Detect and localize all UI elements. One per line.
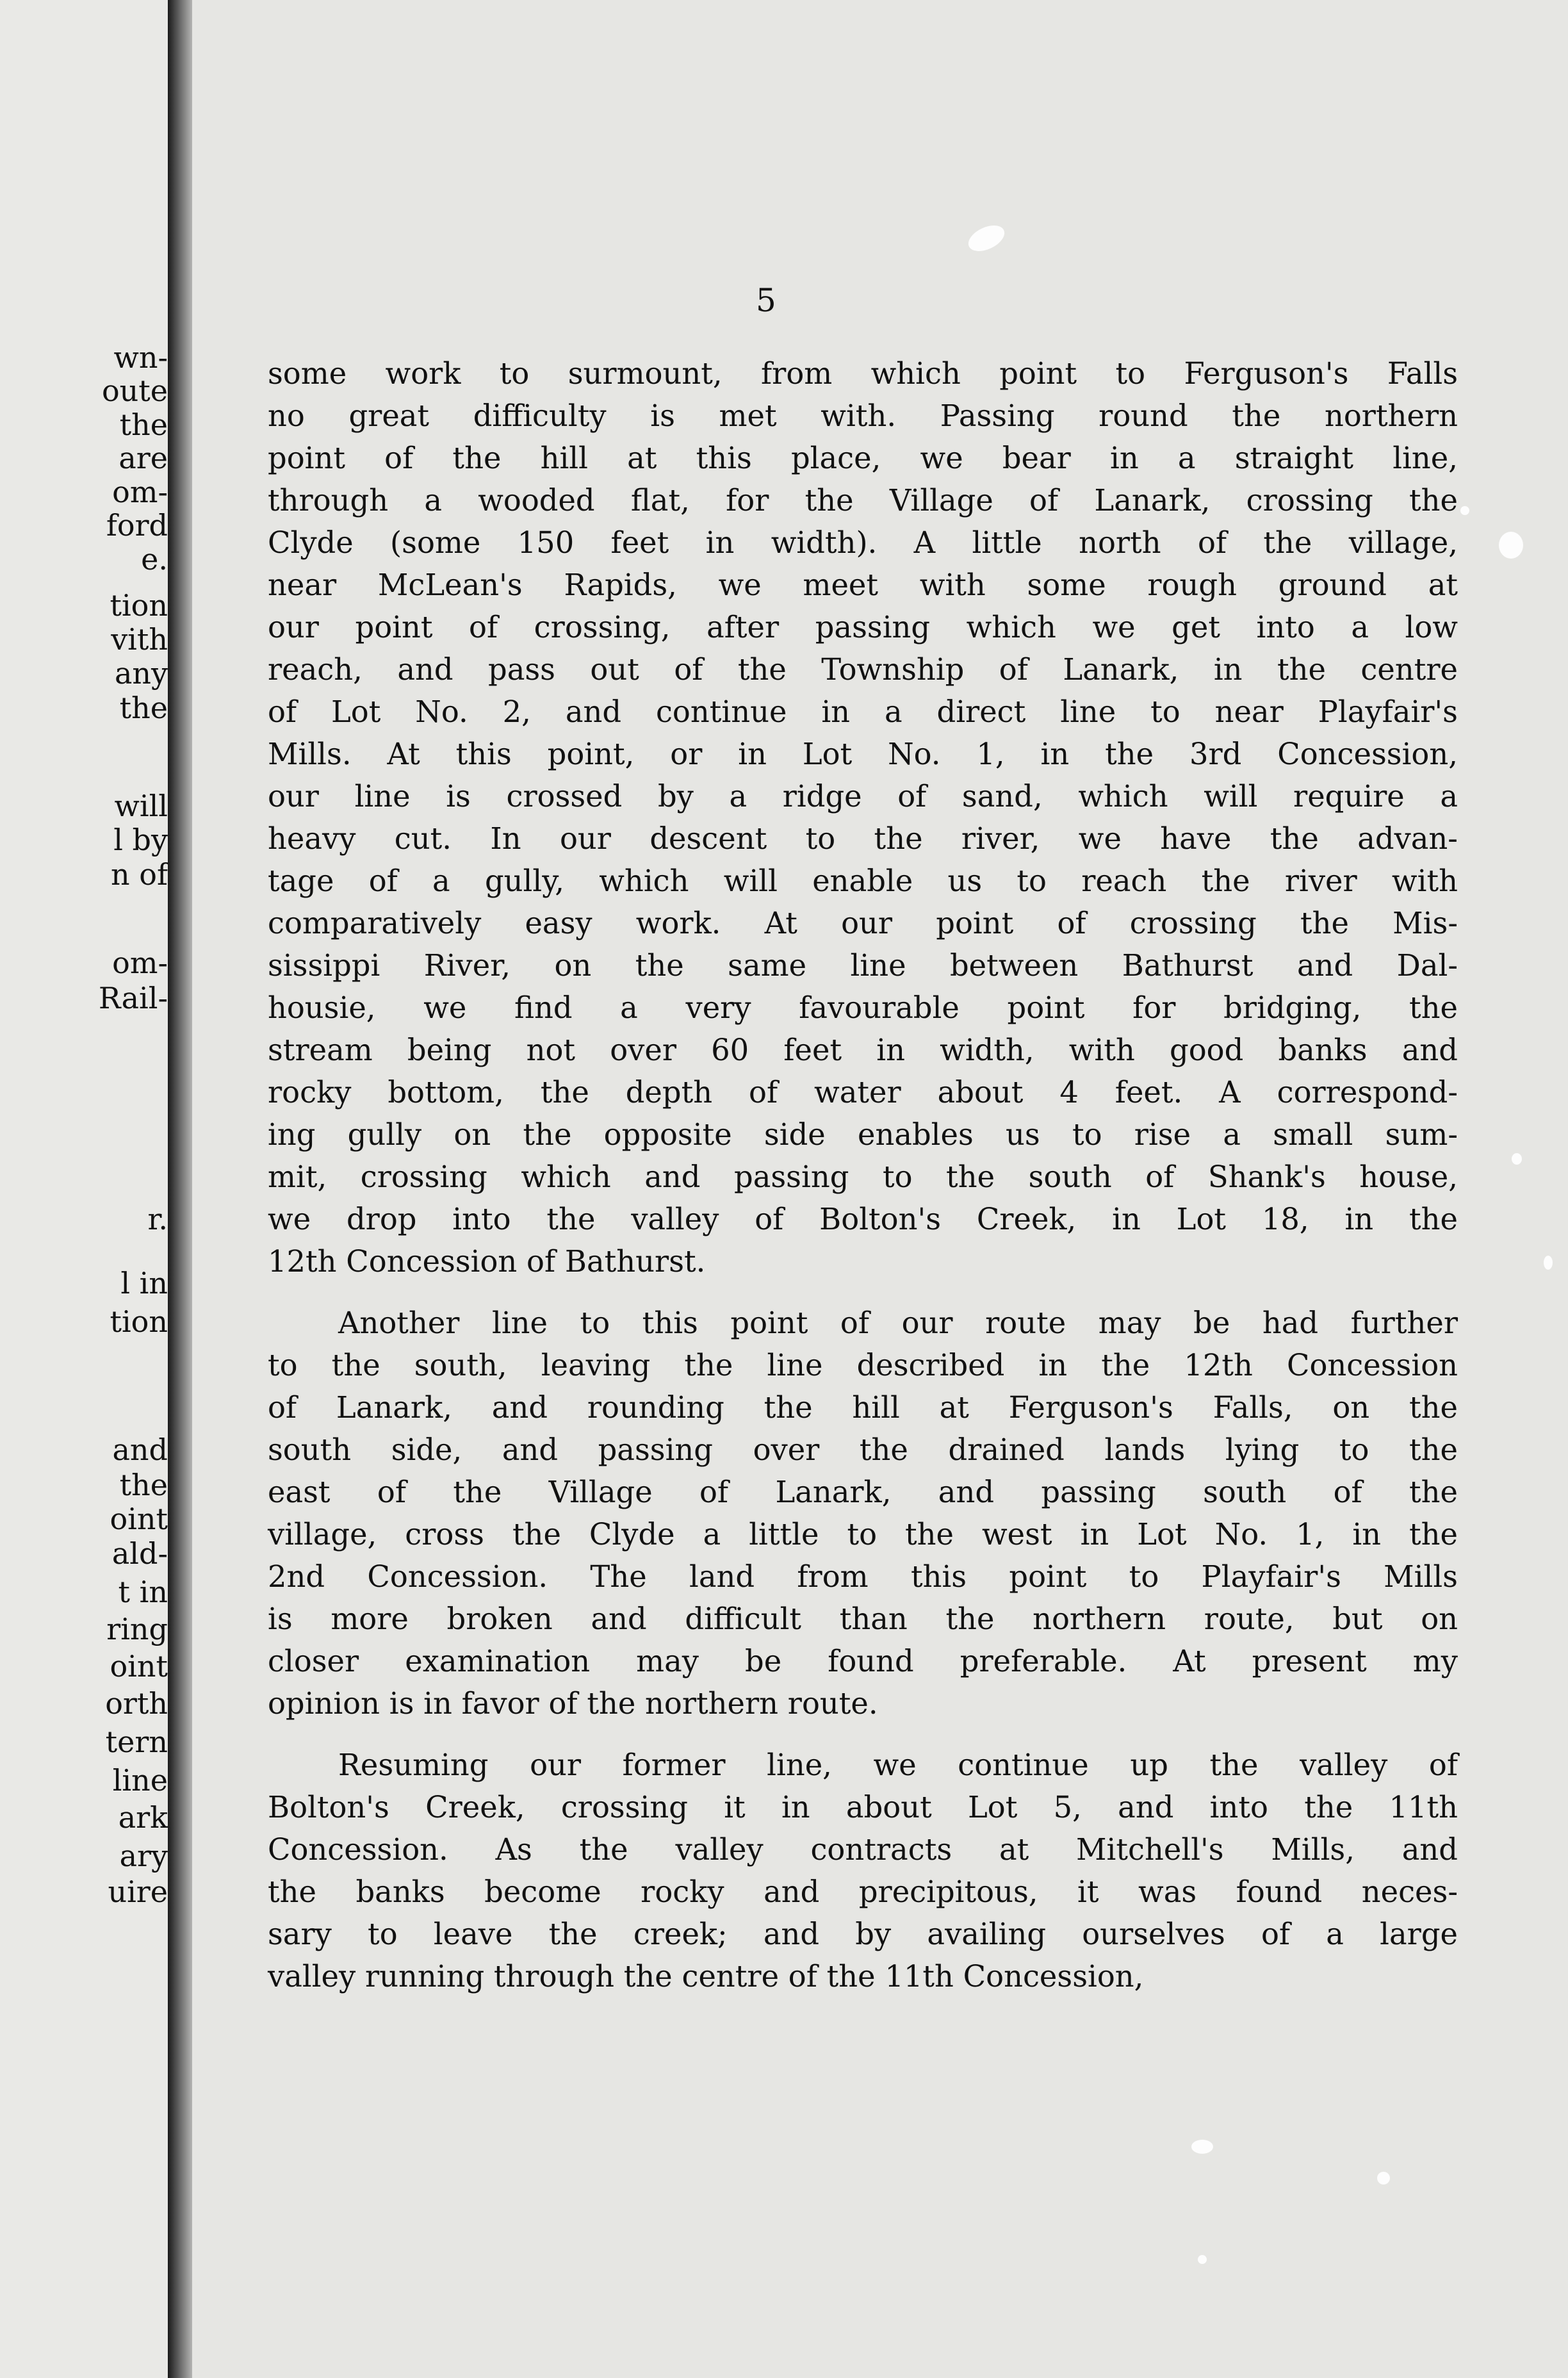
text-line: 2nd Concession. The land from this point to Playfair's Mills: [268, 1559, 1458, 1594]
text-line: Bolton's Creek, crossing it in about Lot 5, and into the 11th: [268, 1790, 1458, 1824]
scan-speck: [1377, 2172, 1390, 2185]
text-line: point of the hill at this place, we bear in a straight line,: [268, 441, 1458, 475]
left-page-fragment: uire: [108, 1874, 168, 1909]
left-page-fragment: wn-: [113, 340, 168, 375]
text-line: our point of crossing, after passing which we get into a low: [268, 610, 1458, 644]
text-line: through a wooded flat, for the Village of Lanark, crossing the: [268, 483, 1458, 518]
text-line: 12th Concession of Bathurst.: [268, 1244, 706, 1279]
text-line: sissippi River, on the same line between Bathurst and Dal-: [268, 948, 1458, 983]
left-page-fragment: oute: [101, 373, 168, 408]
text-line: near McLean's Rapids, we meet with some rough ground at: [268, 568, 1458, 602]
left-page-fragment: n of: [111, 857, 168, 892]
left-page-fragment: will: [114, 789, 168, 823]
text-line: closer examination may be found preferable. At present my: [268, 1644, 1458, 1678]
text-line: east of the Village of Lanark, and passing south of the: [268, 1475, 1458, 1509]
left-page-fragment: ring: [106, 1612, 168, 1646]
text-line: opinion is in favor of the northern route.: [268, 1686, 878, 1721]
left-page-fragment: ary: [119, 1839, 168, 1873]
left-page-fragment: ark: [118, 1800, 168, 1835]
text-line: village, cross the Clyde a little to the west in Lot No. 1, in the: [268, 1517, 1458, 1552]
text-line: mit, crossing which and passing to the south of Shank's house,: [268, 1160, 1458, 1194]
left-page-fragment: any: [114, 656, 168, 691]
text-line: is more broken and difficult than the northern route, but on: [268, 1602, 1458, 1636]
text-line: comparatively easy work. At our point of crossing the Mis-: [268, 906, 1458, 940]
text-line: we drop into the valley of Bolton's Creek, in Lot 18, in the: [268, 1202, 1458, 1236]
left-page-fragment: t in: [118, 1575, 168, 1609]
paragraph: [268, 1302, 1458, 1725]
left-page-fragment: tion: [110, 1304, 168, 1339]
paragraph: [268, 352, 1458, 1283]
text-line: some work to surmount, from which point to Ferguson's Falls: [268, 356, 1458, 391]
scan-speck: [1512, 1153, 1522, 1165]
text-line: valley running through the centre of the 11th Concession,: [268, 1959, 1144, 1994]
text-line: stream being not over 60 feet in width, with good banks and: [268, 1033, 1458, 1067]
right-page: [192, 0, 1568, 2378]
text-line: the banks become rocky and precipitous, it was found neces-: [268, 1874, 1458, 1909]
text-line: of Lanark, and rounding the hill at Ferguson's Falls, on the: [268, 1390, 1458, 1425]
left-page-fragment: and: [112, 1432, 168, 1467]
left-page-fragment: oint: [110, 1649, 168, 1684]
scan-speck: [965, 220, 1009, 256]
left-page-fragment: ford: [106, 508, 168, 543]
text-line: Mills. At this point, or in Lot No. 1, in the 3rd Concession,: [268, 737, 1458, 771]
left-page-fragment: Rail-: [98, 981, 168, 1015]
scan-speck: [1544, 1256, 1553, 1270]
left-page-fragment: the: [119, 407, 168, 442]
text-line: of Lot No. 2, and continue in a direct line to near Playfair's: [268, 694, 1458, 729]
left-page-fragment: orth: [105, 1686, 168, 1721]
left-page-fragment: e.: [141, 542, 168, 577]
left-page-edge: [0, 0, 173, 2378]
text-line: sary to leave the creek; and by availing ourselves of a large: [268, 1917, 1458, 1951]
left-page-fragment: oint: [110, 1502, 168, 1536]
left-page-fragment: are: [118, 441, 168, 475]
text-line: no great difficulty is met with. Passing round the northern: [268, 398, 1458, 433]
text-line: rocky bottom, the depth of water about 4 feet. A correspond-: [268, 1075, 1458, 1110]
left-page-fragment: the: [119, 691, 168, 725]
paragraph-gap: [268, 1725, 1458, 1744]
left-page-fragment: tion: [110, 588, 168, 623]
text-line: ing gully on the opposite side enables us to rise a small sum-: [268, 1117, 1458, 1152]
left-page-fragment: r.: [147, 1202, 168, 1236]
left-page-fragment: l by: [113, 823, 168, 857]
paragraph: [268, 1744, 1458, 1997]
text-line: south side, and passing over the drained lands lying to the: [268, 1432, 1458, 1467]
paragraph-gap: [268, 1283, 1458, 1302]
text-line: Resuming our former line, we continue up the valley of: [338, 1748, 1458, 1782]
left-page-fragment: vith: [111, 622, 168, 657]
text-line: our line is crossed by a ridge of sand, which will require a: [268, 779, 1458, 814]
text-line: reach, and pass out of the Township of Lanark, in the centre: [268, 652, 1458, 687]
left-page-fragment: l in: [120, 1266, 168, 1300]
scan-speck: [1191, 2140, 1213, 2154]
left-page-fragment: tern: [105, 1725, 168, 1759]
page-number: 5: [756, 282, 776, 319]
left-page-fragment: ald-: [111, 1536, 168, 1571]
body-text: [268, 352, 1458, 1997]
left-page-fragment: line: [112, 1763, 168, 1798]
left-page-fragment: the: [119, 1468, 168, 1502]
text-line: Concession. As the valley contracts at Mitchell's Mills, and: [268, 1832, 1458, 1867]
text-line: housie, we find a very favourable point for bridging, the: [268, 990, 1458, 1025]
left-page-fragment: om-: [112, 946, 168, 980]
left-page-fragment: om-: [112, 475, 168, 509]
text-line: tage of a gully, which will enable us to reach the river with: [268, 864, 1458, 898]
scan-speck: [1499, 532, 1523, 559]
scan-speck: [1460, 506, 1469, 515]
text-line: Clyde (some 150 feet in width). A little north of the village,: [268, 525, 1458, 560]
page-gutter: [168, 0, 193, 2378]
text-line: Another line to this point of our route may be had further: [338, 1306, 1458, 1340]
scan-speck: [1198, 2255, 1207, 2264]
text-line: heavy cut. In our descent to the river, we have the advan-: [268, 821, 1458, 856]
text-line: to the south, leaving the line described in the 12th Concession: [268, 1348, 1458, 1382]
